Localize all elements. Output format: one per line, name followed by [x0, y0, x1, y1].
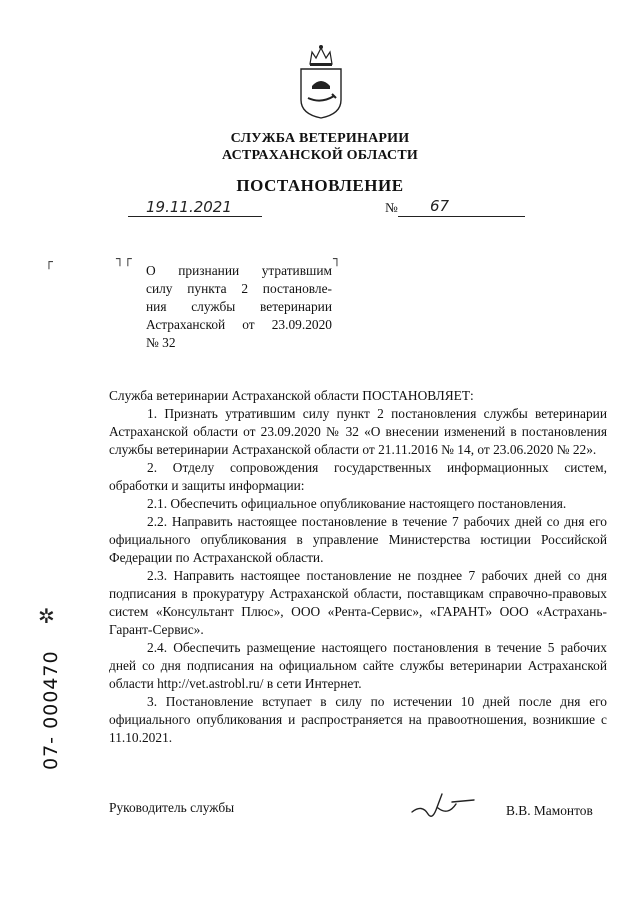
subject-line: О признании утратившим: [146, 263, 332, 278]
document-type-title: ПОСТАНОВЛЕНИЕ: [236, 176, 404, 195]
side-mark-icon: ✲: [38, 606, 55, 628]
subject-line: Астраханской от 23.09.2020: [146, 317, 332, 332]
coat-of-arms-emblem: [296, 42, 346, 120]
body-paragraph-2: 2. Отделу сопровождения государственных информационных систем, обработки и защиты информации:: [109, 460, 607, 493]
registration-code: 07- 000470: [40, 650, 62, 770]
document-number: 67: [430, 197, 450, 215]
document-date: 19.11.2021: [146, 198, 232, 216]
subject-line: силу пункта 2 постановле-: [146, 281, 332, 296]
number-line: [398, 197, 525, 217]
body-paragraph-2-1: 2.1. Обеспечить официальное опубликование настоящего постановления.: [147, 496, 567, 511]
body-paragraph-2-4: 2.4. Обеспечить размещение настоящего постановления в течение 5 рабочих дней со дня подписания на официальном сайте службы ветеринарии Астраханской области http://vet.astrobl.ru/ в сети Интернет.: [109, 640, 607, 691]
corner-mark-subject-close: ┐: [333, 252, 341, 267]
date-line: [128, 200, 262, 217]
document-body: [109, 387, 607, 747]
subject-line: ния службы ветеринарии: [146, 299, 332, 314]
document-subject: [146, 262, 332, 352]
body-paragraph-1: 1. Признать утратившим силу пункт 2 постановления службы ветеринарии Астраханской области от 23.09.2020 № 32 «О внесении изменений в постановления службы ветеринарии Астраханской области от 21.11.2016 № 14, от 23.06.2020 № 22».: [109, 406, 607, 457]
preamble-paragraph: Служба ветеринарии Астраханской области ПОСТАНОВЛЯЕТ:: [109, 388, 474, 403]
organization-name-line1: СЛУЖБА ВЕТЕРИНАРИИ: [230, 131, 410, 146]
organization-name-line2: АСТРАХАНСКОЙ ОБЛАСТИ: [221, 148, 418, 163]
subject-line: № 32: [146, 335, 176, 350]
number-label: №: [385, 200, 398, 215]
corner-mark-left: ┌: [45, 255, 53, 270]
body-paragraph-2-3: 2.3. Направить настоящее постановление не позднее 7 рабочих дней со дня подписания в прокуратуру Астраханской области, поставщикам справочно-правовых систем «Консультант Плюс», ООО «Рента-Сервис», «ГАРАНТ» ООО «Астрахань-Гарант-Сервис».: [109, 568, 607, 637]
body-paragraph-2-2: 2.2. Направить настоящее постановление в течение 7 рабочих дней со дня его официального опубликования в управление Министерства юстиции Российской Федерации по Астраханской области.: [109, 514, 607, 565]
signatory-name: В.В. Мамонтов: [506, 803, 593, 818]
handwritten-signature: [408, 790, 476, 826]
body-paragraph-3: 3. Постановление вступает в силу по истечении 10 дней после дня его официального опубликования и распространяется на правоотношения, возникшие с 11.10.2021.: [109, 694, 607, 745]
corner-mark-subject-open: ┐┌: [116, 252, 132, 267]
signatory-position: Руководитель службы: [109, 800, 235, 815]
